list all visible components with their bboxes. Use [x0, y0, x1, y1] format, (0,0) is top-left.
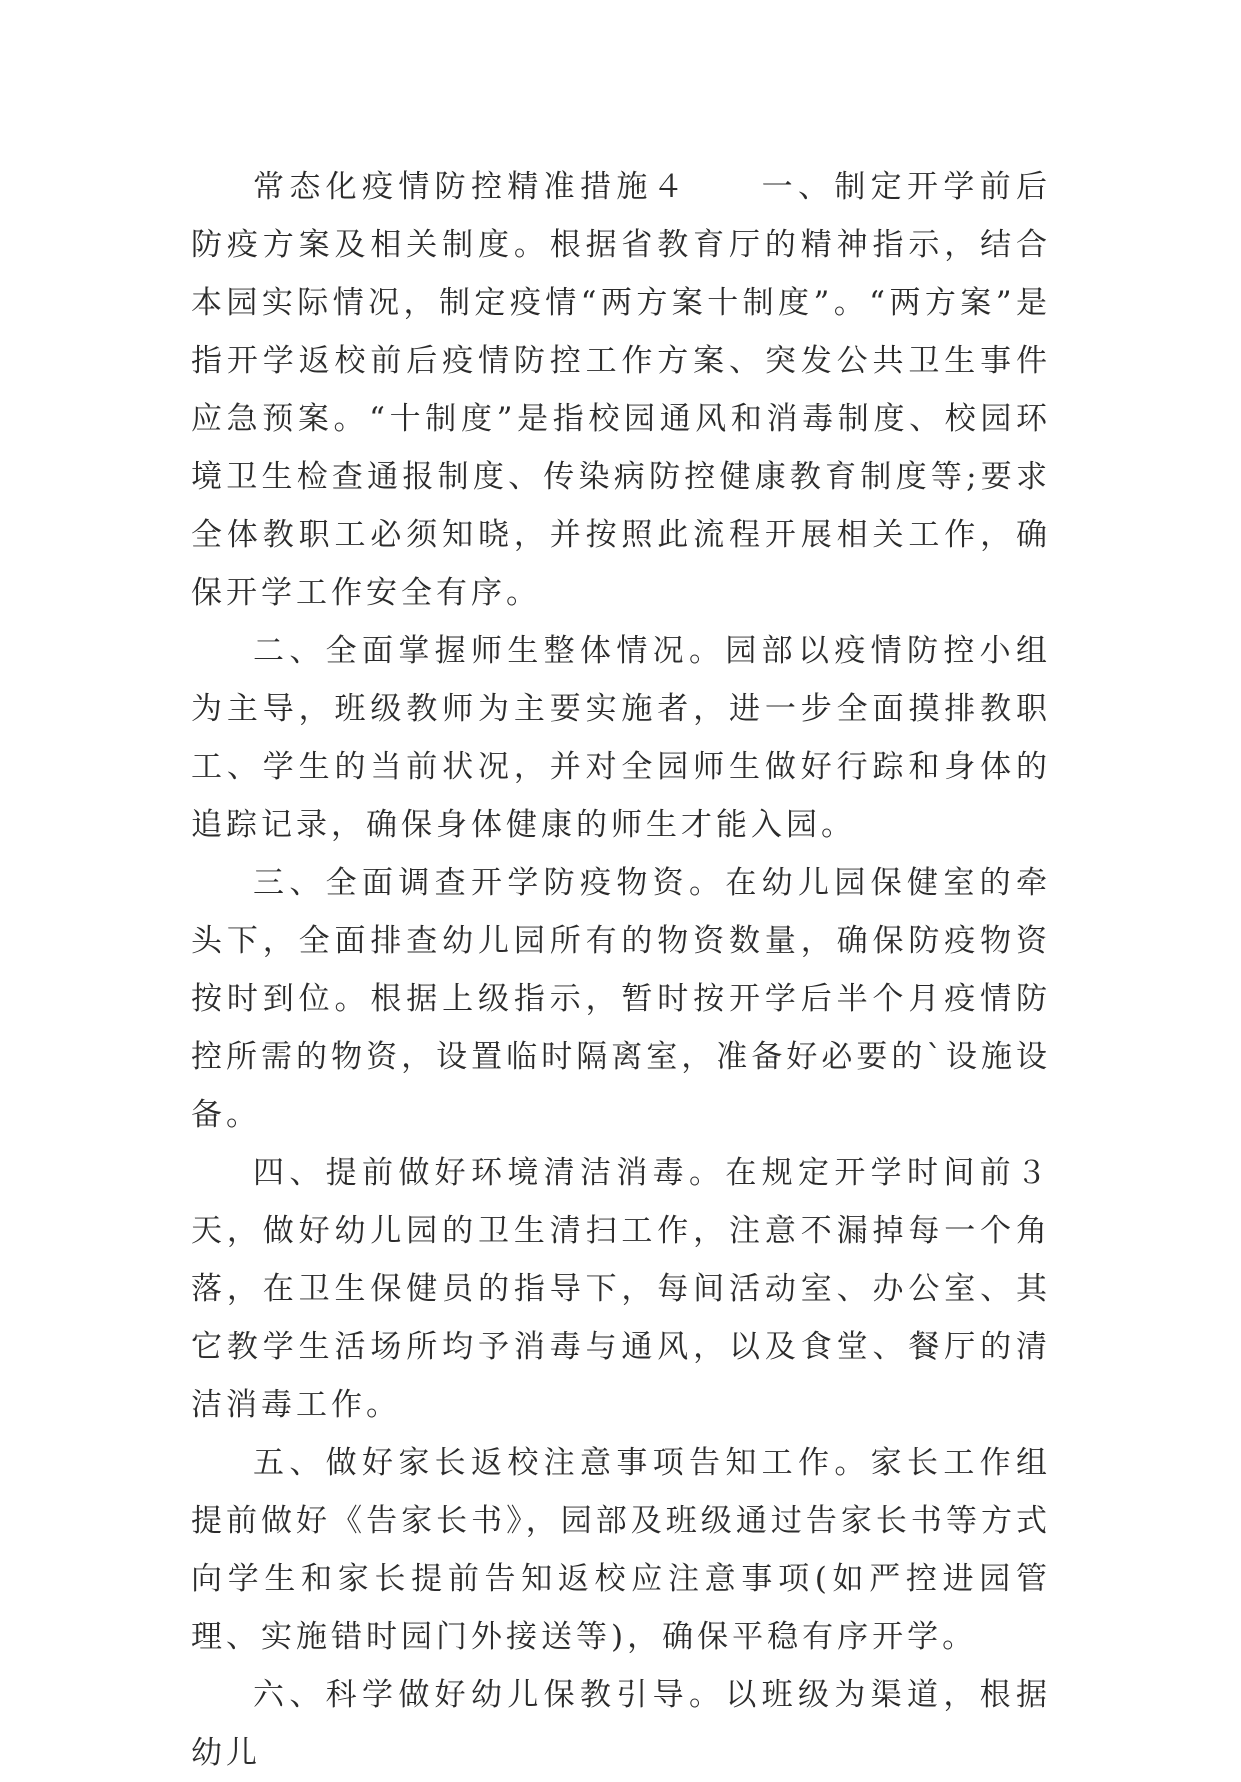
paragraph-4: 四、提前做好环境清洁消毒。在规定开学时间前３天，做好幼儿园的卫生清扫工作，注意不漏掉每一个角落，在卫生保健员的指导下，每间活动室、办公室、其它教学生活场所均予消毒与通风，以及食堂、餐厅的清洁消毒工作。: [191, 1155, 1051, 1423]
document-body: [191, 158, 1051, 1782]
paragraph-3: 三、全面调查开学防疫物资。在幼儿园保健室的牵头下，全面排查幼儿园所有的物资数量，确保防疫物资按时到位。根据上级指示，暂时按开学后半个月疫情防控所需的物资，设置临时隔离室，准备好必要的`设施设备。: [191, 865, 1051, 1133]
paragraph-2: 二、全面掌握师生整体情况。园部以疫情防控小组为主导，班级教师为主要实施者，进一步全面摸排教职工、学生的当前状况，并对全园师生做好行踪和身体的追踪记录，确保身体健康的师生才能入园。: [191, 633, 1051, 843]
paragraph-1: 常态化疫情防控精准措施４ 一、制定开学前后防疫方案及相关制度。根据省教育厅的精神指示，结合本园实际情况，制定疫情“两方案十制度”。“两方案”是指开学返校前后疫情防控工作方案、突发公共卫生事件应急预案。“十制度”是指校园通风和消毒制度、校园环境卫生检查通报制度、传染病防控健康教育制度等;要求全体教职工必须知晓，并按照此流程开展相关工作，确保开学工作安全有序。: [191, 169, 1051, 611]
paragraph-6: 六、科学做好幼儿保教引导。以班级为渠道，根据幼儿: [191, 1677, 1051, 1771]
paragraph-5: 五、做好家长返校注意事项告知工作。家长工作组提前做好《告家长书》，园部及班级通过告家长书等方式向学生和家长提前告知返校应注意事项(如严控进园管理、实施错时园门外接送等)，确保平稳有序开学。: [191, 1445, 1051, 1655]
